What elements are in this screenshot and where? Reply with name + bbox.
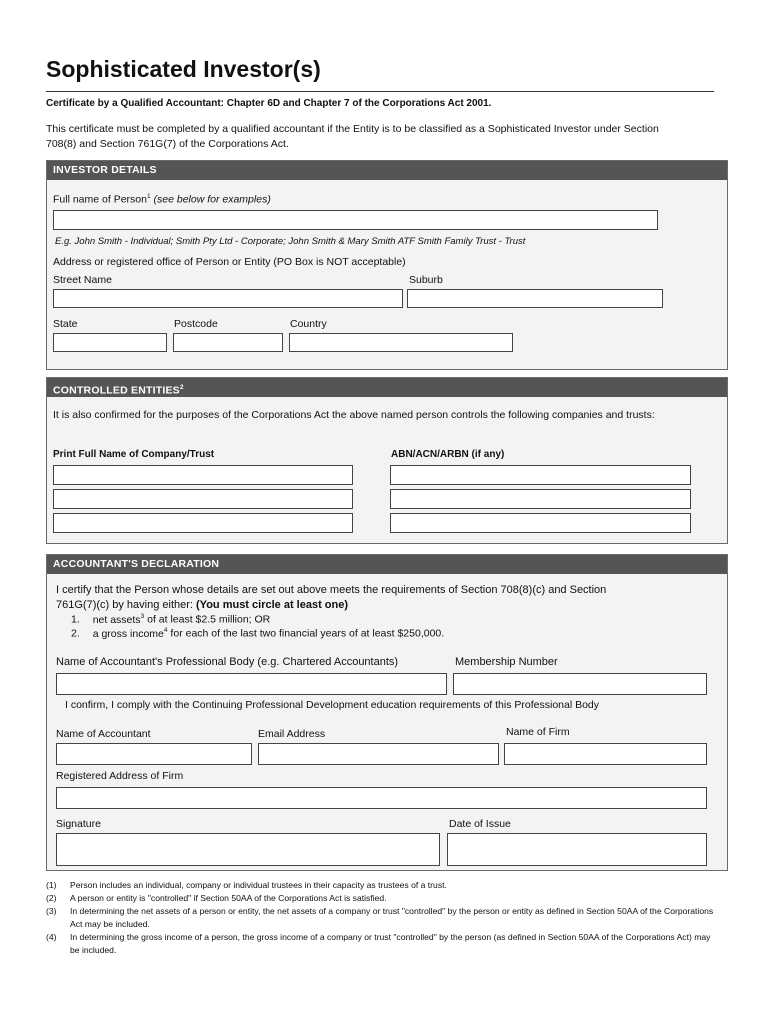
declaration-line-1: I certify that the Person whose details are set out above meets the requirements of Section 708(8)(c) and Section bbox=[56, 584, 607, 596]
footnote-4-number: (4) bbox=[46, 932, 57, 942]
option-net-assets[interactable] bbox=[71, 613, 270, 626]
footnote-1 bbox=[46, 879, 726, 892]
footnote-2-text: A person or entity is "controlled" if Section 50AA of the Corporations Act is satisfied. bbox=[70, 893, 387, 903]
footnote-ref-2: 2 bbox=[179, 384, 184, 391]
declaration-line-2-text: 761G(7)(c) by having either: bbox=[56, 599, 193, 611]
footnote-3-text: In determining the net assets of a person or entity, the net assets of a company or trust "controlled" by the person or entity as defined in Section 50AA of the Corporations Act may be included. bbox=[70, 906, 714, 929]
postcode-input[interactable] bbox=[173, 333, 283, 352]
company-name-column-header: Print Full Name of Company/Trust bbox=[53, 449, 215, 460]
name-examples: E.g. John Smith - Individual; Smith Pty Ltd - Corporate; John Smith & Mary Smith ATF Smith Family Trust - Trust bbox=[55, 236, 526, 247]
company-name-input-2[interactable] bbox=[53, 489, 353, 509]
firm-name-input[interactable] bbox=[504, 743, 707, 765]
professional-body-input[interactable] bbox=[56, 673, 447, 695]
accountants-declaration-section bbox=[46, 554, 728, 871]
state-label: State bbox=[53, 318, 78, 330]
abn-input-1[interactable] bbox=[390, 465, 691, 485]
footnote-3 bbox=[46, 905, 726, 931]
registered-address-input[interactable] bbox=[56, 787, 707, 809]
option-1-text-b: of at least $2.5 million; OR bbox=[144, 613, 271, 626]
full-name-label bbox=[53, 193, 271, 206]
option-2-number: 2. bbox=[71, 627, 80, 640]
abn-column-header: ABN/ACN/ARBN (if any) bbox=[391, 449, 505, 460]
membership-number-label: Membership Number bbox=[455, 656, 558, 668]
address-label: Address or registered office of Person or Entity (PO Box is NOT acceptable) bbox=[53, 256, 406, 268]
footnote-ref-4: 4 bbox=[163, 627, 168, 634]
street-name-input[interactable] bbox=[53, 289, 403, 308]
date-of-issue-input[interactable] bbox=[447, 833, 707, 866]
controlled-entities-text: It is also confirmed for the purposes of the Corporations Act the above named person controls the following companies and trusts: bbox=[53, 409, 655, 421]
page-title: Sophisticated Investor(s) bbox=[46, 56, 321, 82]
full-name-label-text: Full name of Person bbox=[53, 193, 147, 206]
state-input[interactable] bbox=[53, 333, 167, 352]
controlled-entities-header bbox=[47, 378, 727, 397]
footnote-ref-3: 3 bbox=[140, 613, 145, 620]
street-name-label: Street Name bbox=[53, 274, 112, 286]
footnote-3-number: (3) bbox=[46, 906, 57, 916]
suburb-input[interactable] bbox=[407, 289, 663, 308]
email-address-input[interactable] bbox=[258, 743, 499, 765]
footnote-ref-1: 1 bbox=[146, 193, 151, 200]
title-divider bbox=[46, 91, 714, 92]
investor-details-header: INVESTOR DETAILS bbox=[47, 161, 727, 180]
certificate-subtitle: Certificate by a Qualified Accountant: Chapter 6D and Chapter 7 of the Corporations Act 2001. bbox=[46, 98, 492, 109]
footnote-1-text: Person includes an individual, company or individual trustees in their capacity as trustees of a trust. bbox=[70, 880, 447, 890]
declaration-line-2 bbox=[56, 599, 348, 611]
option-2-text-b: for each of the last two financial years of at least $250,000. bbox=[167, 627, 445, 640]
investor-details-section bbox=[46, 160, 728, 370]
footnote-2 bbox=[46, 892, 726, 905]
cpd-confirmation: I confirm, I comply with the Continuing Professional Development education requirements of this Professional Body bbox=[65, 699, 600, 711]
accountant-name-input[interactable] bbox=[56, 743, 252, 765]
membership-number-input[interactable] bbox=[453, 673, 707, 695]
suburb-label: Suburb bbox=[409, 274, 443, 286]
controlled-entities-section bbox=[46, 377, 728, 544]
country-label: Country bbox=[290, 318, 327, 330]
abn-input-2[interactable] bbox=[390, 489, 691, 509]
firm-name-label: Name of Firm bbox=[506, 726, 570, 738]
company-name-input-1[interactable] bbox=[53, 465, 353, 485]
footnote-2-number: (2) bbox=[46, 893, 57, 903]
footnote-1-number: (1) bbox=[46, 880, 57, 890]
abn-input-3[interactable] bbox=[390, 513, 691, 533]
full-name-input[interactable] bbox=[53, 210, 658, 230]
signature-label: Signature bbox=[56, 818, 101, 830]
date-of-issue-label: Date of Issue bbox=[449, 818, 511, 830]
footnote-4-text: In determining the gross income of a person, the gross income of a company or trust "controlled" by the person (as defined in Section 50AA of the Corporations Act) may be included. bbox=[70, 932, 711, 955]
option-1-text-a: net assets bbox=[92, 613, 141, 626]
declaration-header: ACCOUNTANT'S DECLARATION bbox=[47, 555, 727, 574]
country-input[interactable] bbox=[289, 333, 513, 352]
option-2-text-a: a gross income bbox=[92, 627, 164, 640]
full-name-hint: (see below for examples) bbox=[153, 193, 271, 206]
professional-body-label: Name of Accountant's Professional Body (e.g. Chartered Accountants) bbox=[56, 656, 399, 668]
circle-instruction: (You must circle at least one) bbox=[196, 599, 349, 611]
registered-address-label: Registered Address of Firm bbox=[56, 770, 184, 782]
option-1-number: 1. bbox=[71, 613, 80, 626]
controlled-entities-title: CONTROLLED ENTITIES bbox=[53, 384, 180, 397]
intro-text: This certificate must be completed by a qualified accountant if the Entity is to be classified as a Sophisticated Investor under Section 708(8) and Section 761G(7) of the Corporations Act. bbox=[46, 123, 659, 150]
company-name-input-3[interactable] bbox=[53, 513, 353, 533]
accountant-name-label: Name of Accountant bbox=[56, 728, 151, 740]
signature-input[interactable] bbox=[56, 833, 440, 866]
email-address-label: Email Address bbox=[258, 728, 326, 740]
footnote-4 bbox=[46, 931, 726, 957]
option-gross-income[interactable] bbox=[71, 627, 444, 640]
postcode-label: Postcode bbox=[174, 318, 218, 330]
